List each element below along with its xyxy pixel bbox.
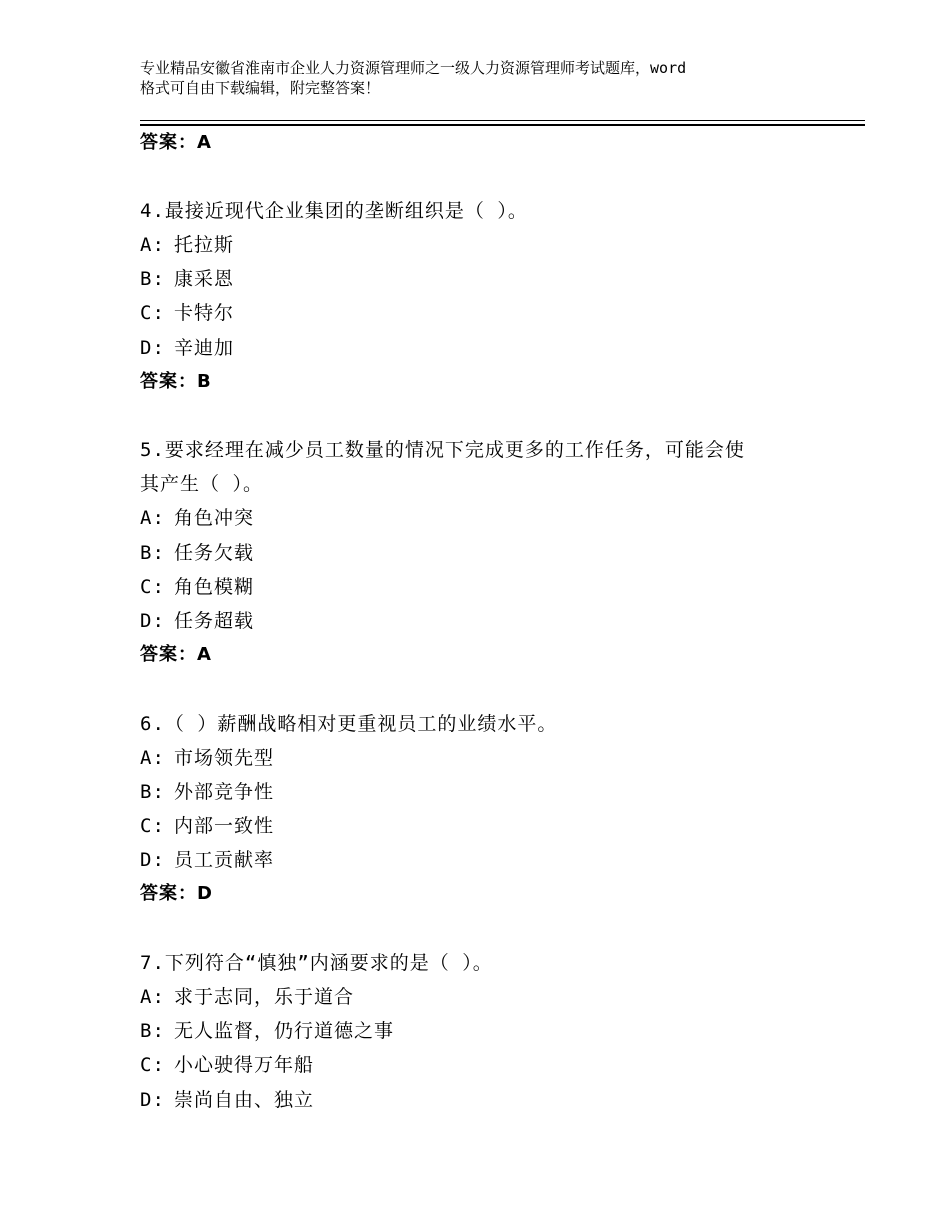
option-letter: A: <box>140 986 165 1008</box>
option-letter: B: <box>140 542 165 564</box>
question-stem: 4.最接近现代企业集团的垄断组织是（ ）。 <box>140 200 528 222</box>
option-c <box>140 1053 314 1077</box>
option-b <box>140 1019 394 1043</box>
option-text: 托拉斯 <box>174 234 235 256</box>
document-header <box>140 58 840 98</box>
option-text: 角色冲突 <box>174 507 255 529</box>
option-letter: D: <box>140 849 165 871</box>
option-letter: A: <box>140 234 165 256</box>
option-a <box>140 506 254 530</box>
option-a <box>140 233 234 257</box>
option-letter: A: <box>140 747 165 769</box>
question-stem: 5.要求经理在减少员工数量的情况下完成更多的工作任务，可能会使 <box>140 439 745 461</box>
option-letter: C: <box>140 1054 165 1076</box>
answer-value: D <box>197 883 212 904</box>
answer-line <box>140 882 212 906</box>
answer-label: 答案： <box>140 644 197 665</box>
option-letter: C: <box>140 815 165 837</box>
option-b <box>140 267 234 291</box>
option-d <box>140 848 274 872</box>
option-letter: C: <box>140 302 165 324</box>
option-text: 求于志同，乐于道合 <box>174 986 355 1008</box>
answer-label: 答案： <box>140 883 197 904</box>
answer-line <box>140 370 211 394</box>
option-text: 市场领先型 <box>174 747 275 769</box>
answer-value: A <box>197 644 211 665</box>
option-text: 康采恩 <box>174 268 235 290</box>
option-a <box>140 985 354 1009</box>
option-letter: B: <box>140 1020 165 1042</box>
question-stem: 6.（ ）薪酬战略相对更重视员工的业绩水平。 <box>140 713 558 735</box>
answer-line <box>140 131 211 155</box>
option-a <box>140 746 274 770</box>
header-rule-thin <box>140 120 865 121</box>
answer-label: 答案： <box>140 371 197 392</box>
option-letter: D: <box>140 1089 165 1111</box>
option-b <box>140 541 254 565</box>
question-stem-continued: 其产生（ ）。 <box>140 473 263 495</box>
option-letter: A: <box>140 507 165 529</box>
option-text: 卡特尔 <box>174 302 235 324</box>
option-letter: D: <box>140 610 165 632</box>
option-d <box>140 1088 314 1112</box>
header-line-2: 格式可自由下载编辑，附完整答案！ <box>140 79 381 97</box>
answer-value: A <box>197 132 211 153</box>
option-b <box>140 780 274 804</box>
option-text: 员工贡献率 <box>174 849 275 871</box>
option-text: 任务超载 <box>174 610 255 632</box>
answer-value: B <box>197 371 211 392</box>
option-text: 崇尚自由、独立 <box>174 1089 315 1111</box>
answer-line <box>140 643 211 667</box>
option-c <box>140 301 234 325</box>
option-text: 外部竞争性 <box>174 781 275 803</box>
question-stem: 7.下列符合“慎独”内涵要求的是（ ）。 <box>140 952 493 974</box>
option-text: 角色模糊 <box>174 576 255 598</box>
option-letter: C: <box>140 576 165 598</box>
option-d <box>140 336 234 360</box>
option-c <box>140 814 274 838</box>
option-text: 小心驶得万年船 <box>174 1054 315 1076</box>
option-text: 任务欠载 <box>174 542 255 564</box>
option-c <box>140 575 254 599</box>
answer-label: 答案： <box>140 132 197 153</box>
option-text: 辛迪加 <box>174 337 235 359</box>
option-letter: B: <box>140 268 165 290</box>
option-d <box>140 609 254 633</box>
option-text: 内部一致性 <box>174 815 275 837</box>
option-text: 无人监督，仍行道德之事 <box>174 1020 395 1042</box>
option-letter: D: <box>140 337 165 359</box>
header-line-1: 专业精品安徽省淮南市企业人力资源管理师之一级人力资源管理师考试题库，word <box>140 59 687 77</box>
option-letter: B: <box>140 781 165 803</box>
header-rule-thick <box>140 124 865 126</box>
